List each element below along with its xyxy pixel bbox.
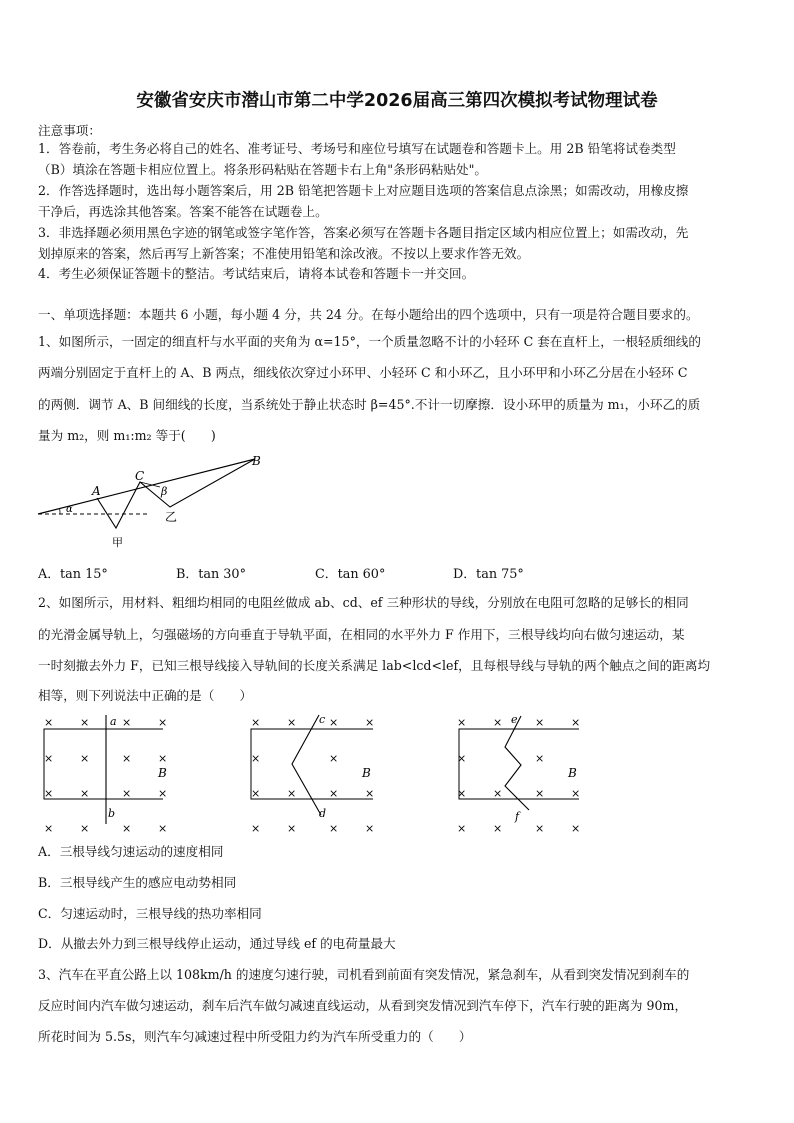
label-A: A xyxy=(92,484,101,498)
field-mark: × xyxy=(80,752,90,765)
q3-line: 3、汽车在平直公路上以 108km/h 的速度匀速行驶，司机看到前面有突发情况，紧急刹车，从看到突发情况到刹车的 xyxy=(38,967,690,982)
field-mark: × xyxy=(287,787,297,800)
field-mark: × xyxy=(287,822,297,835)
field-mark: × xyxy=(457,752,467,765)
field-mark: × xyxy=(329,716,339,729)
field-mark: × xyxy=(457,716,467,729)
field-mark: × xyxy=(158,787,168,800)
q3-line: 反应时间内汽车做匀速运动，刹车后汽车做匀减速直线运动，从看到突发情况到汽车停下，汽车行驶的距离为 90m， xyxy=(38,998,688,1013)
field-mark: × xyxy=(158,716,168,729)
q2-line: 2、如图所示，用材料、粗细均相同的电阻丝做成 ab、cd、ef 三种形状的导线，分别放在电阻可忽略的足够长的相同 xyxy=(38,595,689,610)
field-mark: × xyxy=(571,787,581,800)
field-mark: × xyxy=(44,822,54,835)
field-mark: × xyxy=(122,752,132,765)
field-mark: × xyxy=(251,752,261,765)
field-mark: × xyxy=(329,822,339,835)
label-field-B: B xyxy=(158,766,167,780)
label-f: f xyxy=(515,810,520,823)
label-c: c xyxy=(319,713,326,726)
notice-line: 干净后，再选涂其他答案。答案不能答在试题卷上。 xyxy=(38,204,328,219)
notice-line: 4．考生必须保证答题卡的整洁。考试结束后，请将本试卷和答题卡一并交回。 xyxy=(38,266,475,281)
notice-line: 1．答卷前，考生务必将自己的姓名、准考证号、考场号和座位号填写在试题卷和答题卡上。用 2B 铅笔将试卷类型 xyxy=(38,141,676,156)
q1-figure xyxy=(30,450,280,550)
field-mark: × xyxy=(457,822,467,835)
field-mark: × xyxy=(122,787,132,800)
field-mark: × xyxy=(251,787,261,800)
label-field-B: B xyxy=(568,766,577,780)
q2-figure-ef xyxy=(451,712,596,836)
q2-option-c[interactable]: C．匀速运动时，三根导线的热功率相同 xyxy=(38,906,262,921)
field-mark: × xyxy=(457,787,467,800)
notice-line: 划掉原来的答案，然后再写上新答案；不准使用铅笔和涂改液。不按以上要求作答无效。 xyxy=(38,246,530,261)
label-beta: β xyxy=(161,485,168,498)
label-alpha: α xyxy=(66,504,73,515)
q1-line: 的两侧．调节 A、B 间细线的长度，当系统处于静止状态时 β=45°.不计一切摩擦．设小环甲的质量为 m₁，小环乙的质 xyxy=(38,397,701,412)
field-mark: × xyxy=(571,716,581,729)
field-mark: × xyxy=(571,822,581,835)
q1-option-c[interactable]: C．tan 60° xyxy=(315,567,386,582)
q2-option-a[interactable]: A．三根导线匀速运动的速度相同 xyxy=(38,844,224,859)
field-mark: × xyxy=(251,716,261,729)
field-mark: × xyxy=(535,752,545,765)
label-b: b xyxy=(108,807,116,820)
q3-line: 所花时间为 5.5s，则汽车匀减速过程中所受阻力约为汽车所受重力的（ ） xyxy=(38,1029,472,1044)
label-yi: 乙 xyxy=(165,510,178,524)
field-mark: × xyxy=(80,716,90,729)
field-mark: × xyxy=(251,822,261,835)
q1-line: 量为 m₂，则 m₁:m₂ 等于( ) xyxy=(38,428,216,443)
q2-option-d[interactable]: D．从撤去外力到三根导线停止运动，通过导线 ef 的电荷量最大 xyxy=(38,936,396,951)
q1-line: 1、如图所示，一固定的细直杆与水平面的夹角为 α=15°，一个质量忽略不计的小轻环 C 套在直杆上，一根轻质细线的 xyxy=(38,334,701,349)
field-mark: × xyxy=(329,787,339,800)
q2-option-b[interactable]: B．三根导线产生的感应电动势相同 xyxy=(38,875,237,890)
field-mark: × xyxy=(122,716,132,729)
field-mark: × xyxy=(44,752,54,765)
field-mark: × xyxy=(493,716,503,729)
wire-cd xyxy=(292,715,321,815)
notice-line: 3．非选择题必须用黑色字迹的钢笔或签字笔作答，答案必须写在答题卡各题目指定区域内相应位置上；如需改动，先 xyxy=(38,225,689,240)
label-a: a xyxy=(110,715,117,728)
field-mark: × xyxy=(44,787,54,800)
q1-option-b[interactable]: B．tan 30° xyxy=(176,567,246,582)
field-mark: × xyxy=(493,787,503,800)
label-d: d xyxy=(319,807,327,820)
rail xyxy=(459,729,579,799)
field-mark: × xyxy=(493,822,503,835)
field-mark: × xyxy=(122,822,132,835)
q2-line: 的光滑金属导轨上，匀强磁场的方向垂直于导轨平面，在相同的水平外力 F 作用下，三根导线均向右做匀速运动，某 xyxy=(38,627,685,642)
q2-line: 相等，则下列说法中正确的是（ ） xyxy=(38,688,253,703)
field-mark: × xyxy=(535,822,545,835)
q2-figure-cd xyxy=(245,712,390,836)
field-mark: × xyxy=(80,822,90,835)
notice-line: 2．作答选择题时，选出每小题答案后，用 2B 铅笔把答题卡上对应题目选项的答案信息点涂黑；如需改动，用橡皮擦 xyxy=(38,183,689,198)
field-mark: × xyxy=(365,822,375,835)
field-mark: × xyxy=(365,787,375,800)
field-mark: × xyxy=(158,822,168,835)
exam-title: 安徽省安庆市潜山市第二中学2026届高三第四次模拟考试物理试卷 xyxy=(136,91,658,111)
field-mark: × xyxy=(535,787,545,800)
q1-line: 两端分别固定于直杆上的 A、B 两点，细线依次穿过小环甲、小轻环 C 和小环乙，且小环甲和小环乙分居在小轻环 C xyxy=(38,365,688,380)
q2-line: 一时刻撤去外力 F，已知三根导线接入导轨间的长度关系满足 lab<lcd<lef，且每根导线与导轨的两个触点之间的距离均 xyxy=(38,658,711,673)
q1-option-d[interactable]: D．tan 75° xyxy=(453,567,524,582)
field-mark: × xyxy=(535,716,545,729)
label-B: B xyxy=(252,454,261,468)
rail xyxy=(44,729,163,799)
field-mark: × xyxy=(44,716,54,729)
notice-line: （B）填涂在答题卡相应位置上。将条形码粘贴在答题卡右上角"条形码粘贴处"。 xyxy=(38,162,488,177)
q2-figure-ab xyxy=(38,712,178,836)
field-mark: × xyxy=(287,716,297,729)
field-mark: × xyxy=(158,752,168,765)
field-mark: × xyxy=(365,716,375,729)
notice-heading: 注意事项： xyxy=(38,123,101,138)
label-C: C xyxy=(135,469,145,483)
field-mark: × xyxy=(329,752,339,765)
rail xyxy=(251,729,373,799)
field-mark: × xyxy=(80,787,90,800)
label-e: e xyxy=(511,713,518,726)
label-jia: 甲 xyxy=(112,536,123,549)
wire-ef xyxy=(505,716,529,810)
q1-option-a[interactable]: A．tan 15° xyxy=(38,567,108,582)
section-heading: 一、单项选择题：本题共 6 小题，每小题 4 分，共 24 分。在每小题给出的四个选项中，只有一项是符合题目要求的。 xyxy=(38,307,699,322)
label-field-B: B xyxy=(362,766,371,780)
cross-marks xyxy=(251,716,374,835)
